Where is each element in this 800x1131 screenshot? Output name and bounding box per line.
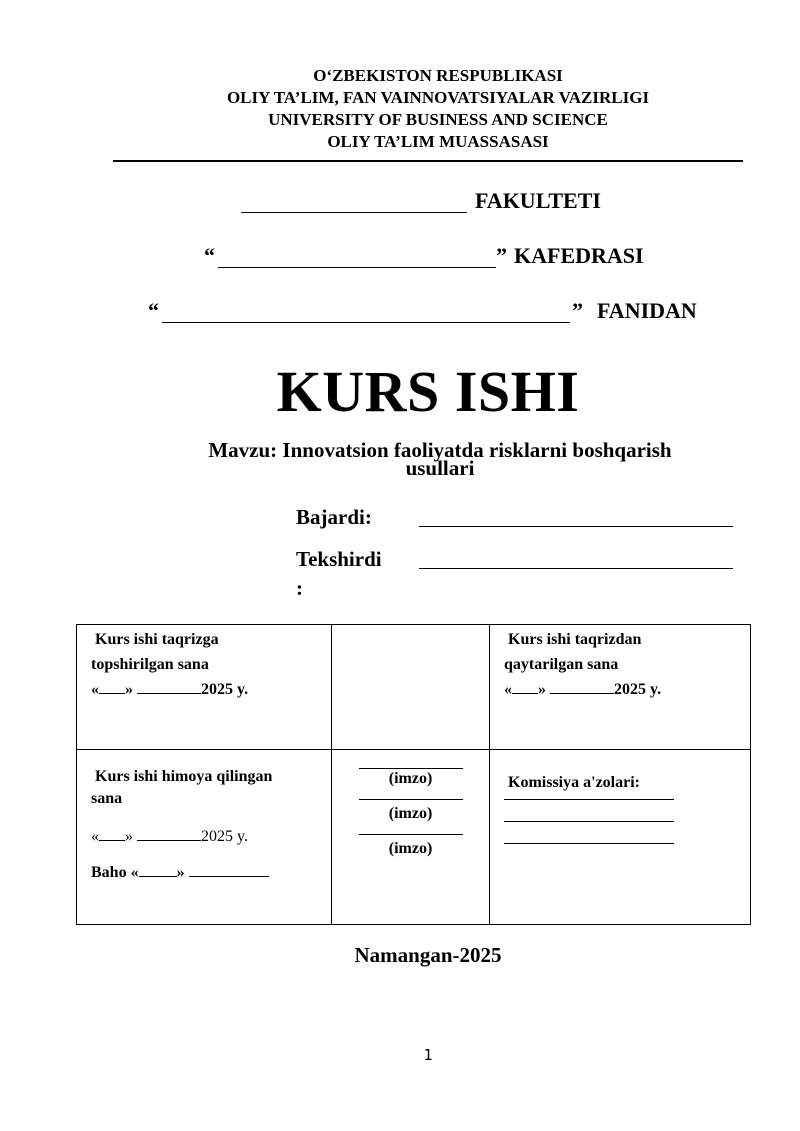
topic-line-2: usullari (405, 456, 475, 480)
grade: Baho « » (91, 862, 331, 884)
signature-label-3: (imzo) (388, 840, 433, 857)
subject-blank (162, 322, 570, 323)
document-title: KURS ISHI (276, 359, 580, 424)
checked-by-label: Tekshirdi (296, 547, 382, 571)
signature-line-2 (359, 799, 463, 800)
header-divider (113, 160, 743, 162)
submitted-cell (77, 625, 332, 750)
page-number: 1 (423, 1046, 433, 1064)
submitted-line-2: topshirilgan sana (91, 656, 209, 673)
topic (130, 438, 750, 480)
defended-date: « » 2025 y. (91, 828, 248, 845)
review-table (76, 624, 751, 925)
signature-label-2: (imzo) (388, 805, 433, 822)
submitted-date: « » 2025 y. (91, 681, 249, 698)
ministry-country: O‘ZBEKISTON RESPUBLIKASI (313, 66, 563, 85)
submitted-line-1: Kurs ishi taqrizga (95, 631, 219, 648)
faculty-blank (241, 212, 467, 213)
done-by-label: Bajardi: (296, 505, 372, 529)
university-name: UNIVERSITY OF BUSINESS AND SCIENCE (268, 110, 608, 129)
topic-line-1: Mavzu: Innovatsion faoliyatda risklarni boshqarish (208, 438, 672, 462)
department-open-quote: “ (204, 243, 215, 268)
signature-line-3 (359, 834, 463, 835)
commission-cell (490, 750, 751, 925)
defended-line-2: sana (91, 790, 123, 807)
returned-line-2: qaytarilgan sana (504, 656, 619, 673)
institution-type: OLIY TA’LIM MUASSASASI (327, 132, 549, 151)
done-by-line (419, 526, 733, 527)
department-close-quote: ” (496, 243, 507, 268)
checked-by-colon: : (296, 576, 303, 600)
defended-cell (77, 750, 332, 925)
place-year: Namangan-2025 (354, 943, 502, 967)
checked-by-line (419, 568, 733, 569)
defended-line-1: Kurs ishi himoya qilingan (95, 768, 273, 785)
ministry-name: OLIY TA’LIM, FAN VAINNOVATSIYALAR VAZIRLIGI (226, 88, 650, 107)
faculty-label: FAKULTETI (475, 188, 601, 213)
subject-open-quote: “ (148, 298, 159, 323)
signature-label-1: (imzo) (388, 770, 433, 787)
department-blank (218, 267, 496, 268)
signature-cell (332, 750, 490, 925)
commission-line-3 (504, 843, 674, 844)
subject-close-quote: ” (572, 298, 583, 323)
subject-label: FANIDAN (597, 298, 697, 323)
department-label: KAFEDRASI (514, 243, 644, 268)
commission-label: Komissiya a'zolari: (508, 774, 640, 791)
empty-cell (332, 625, 490, 750)
returned-date: « » 2025 y. (504, 681, 662, 698)
returned-line-1: Kurs ishi taqrizdan (508, 631, 642, 648)
commission-line-2 (504, 821, 674, 822)
commission-line-1 (504, 799, 674, 800)
returned-cell (490, 625, 751, 750)
